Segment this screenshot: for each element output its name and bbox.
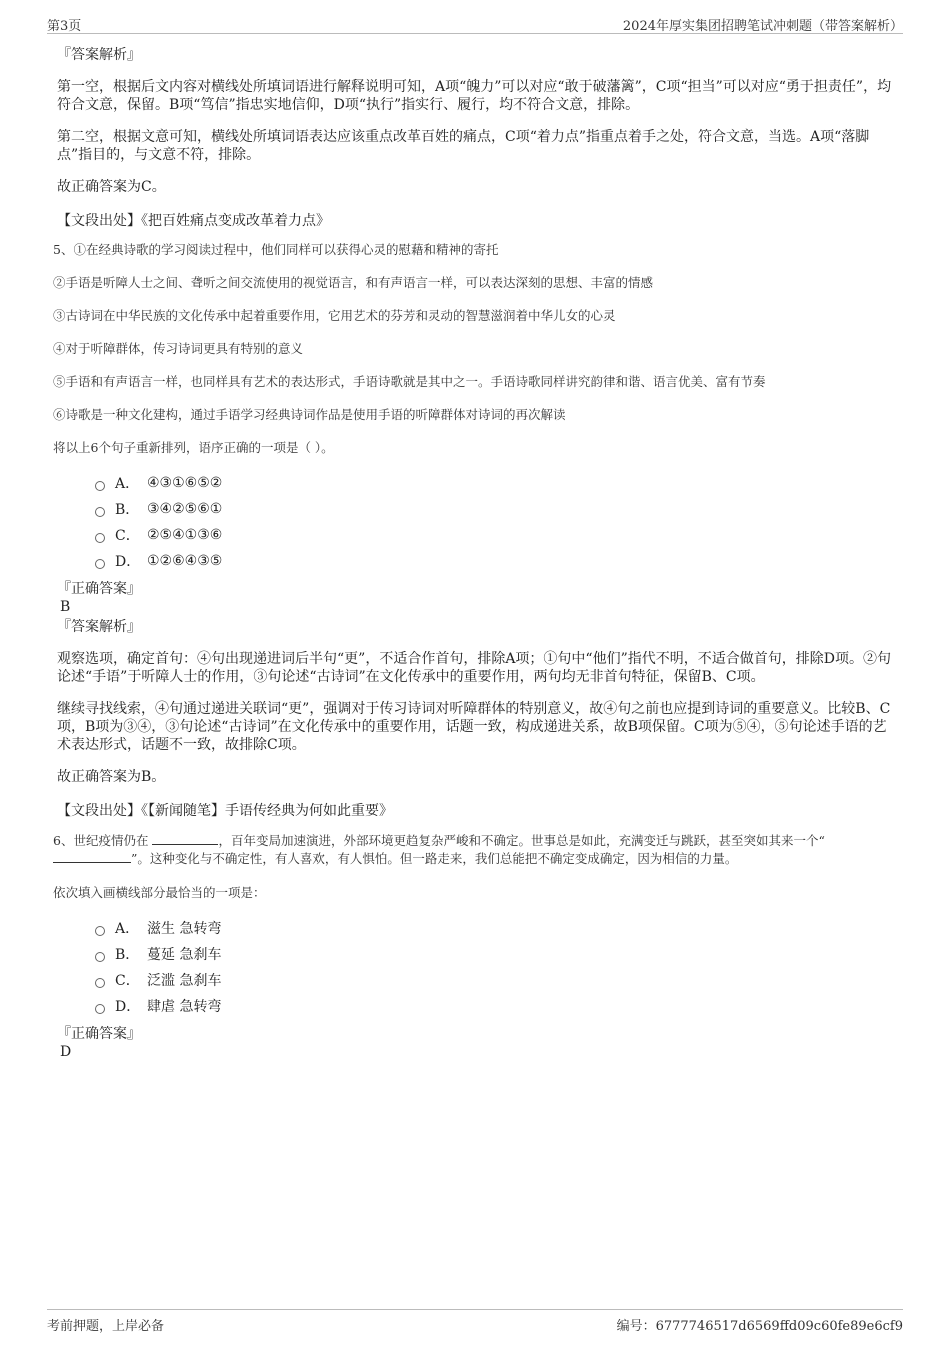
analysis-paragraph: 第二空，根据文意可知，横线处所填词语表达应该重点改革百姓的痛点，C项“着力点”指重点着手之处，符合文意，当选。A项“落脚点”指目的，与文意不符，排除。 [57, 129, 870, 163]
question-sentence: 5、①在经典诗歌的学习阅读过程中，他们同样可以获得心灵的慰藉和精神的寄托 [53, 242, 499, 257]
analysis-paragraph: 第一空，根据后文内容对横线处所填词语进行解释说明可知，A项“魄力”可以对应“敢于破藩篱”，C项“担当”可以对应“勇于担责任”，均符合文意，保留。B项“笃信”指忠实地信仰，D项“执行”指实行、履行，均不符合文意，排除。 [57, 79, 892, 113]
footer-slogan: 考前押题，上岸必备 [47, 1319, 165, 1334]
correct-answer: B [60, 599, 71, 615]
document-title: 2024年厚实集团招聘笔试冲刺题（带答案解析） [622, 19, 903, 34]
answer-options [95, 470, 893, 574]
option-b[interactable]: B． ③④②⑤⑥① [95, 496, 893, 522]
option-b[interactable]: B． 蔓延 急刹车 [95, 941, 893, 967]
page-number: 第3页 [47, 19, 82, 34]
radio-icon[interactable] [95, 952, 105, 962]
page-header [47, 13, 903, 34]
analysis-paragraph: 继续寻找线索，④句通过递进关联词“更”，强调对于传习诗词对听障群体的特别意义，故④句之前也应提到诗词的重要意义。比较B、C项，B项为③④，③句论述“古诗词”在文化传承中的重要作用，话题一致，构成递进关系，故B项保留。C项为⑤④，⑤句论述手语的艺术表达形式，话题不一致，故排除C项。 [57, 701, 891, 753]
option-c[interactable]: C． ②⑤④①③⑥ [95, 522, 893, 548]
radio-icon[interactable] [95, 1004, 105, 1014]
question-sentence: ③古诗词在中华民族的文化传承中起着重要作用，它用艺术的芬芳和灵动的智慧滋润着中华儿女的心灵 [53, 308, 616, 323]
option-d[interactable]: D． 肆虐 急转弯 [95, 993, 893, 1019]
fill-blank[interactable] [152, 832, 218, 845]
analysis-label: 『答案解析』 [57, 47, 141, 63]
correct-answer-label: 『正确答案』 [57, 1026, 141, 1042]
radio-icon[interactable] [95, 926, 105, 936]
option-a[interactable]: A． ④③①⑥⑤② [95, 470, 893, 496]
document-body [53, 46, 893, 1063]
radio-icon[interactable] [95, 481, 105, 491]
document-id: 编号：6777746517d6569ffd09c60fe89e6cf9 [616, 1319, 903, 1334]
radio-icon[interactable] [95, 507, 105, 517]
radio-icon[interactable] [95, 533, 105, 543]
option-d[interactable]: D． ①②⑥④③⑤ [95, 548, 893, 574]
question-sentence: ④对于听障群体，传习诗词更具有特别的意义 [53, 341, 304, 356]
radio-icon[interactable] [95, 978, 105, 988]
correct-answer: D [60, 1044, 72, 1060]
fill-blank[interactable] [53, 850, 131, 863]
analysis-paragraph: 观察选项，确定首句：④句出现递进词后半句“更”，不适合作首句，排除A项；①句中“他们”指代不明，不适合做首句，排除D项。②句论述“手语”于听障人士的作用，③句论述“古诗词”在文化传承中的重要作用，两句均无非首句特征，保留B、C项。 [57, 651, 891, 685]
analysis-conclusion: 故正确答案为C。 [57, 179, 166, 195]
question-sentence: ②手语是听障人士之间、聋听之间交流使用的视觉语言，和有声语言一样，可以表达深刻的思想、丰富的情感 [53, 275, 654, 290]
question-sentence: ⑤手语和有声语言一样，也同样具有艺术的表达形式，手语诗歌就是其中之一。手语诗歌同样讲究韵律和谐、语言优美、富有节奏 [53, 374, 766, 389]
question-stem: 6、世纪疫情仍在 ，百年变局加速演进，外部环境更趋复杂严峻和不确定。世事总是如此，充满变迁与跳跃，甚至突如其来一个“ ”。这种变化与不确定性，有人喜欢，有人惧怕。但一路走来，我们总能把不确定变成确定，因为相信的力量。 [53, 833, 825, 866]
option-a[interactable]: A． 滋生 急转弯 [95, 915, 893, 941]
analysis-label: 『答案解析』 [57, 619, 141, 635]
source-citation: 【文段出处】《把百姓痛点变成改革着力点》 [57, 213, 330, 229]
question-prompt: 将以上6个句子重新排列，语序正确的一项是（ ）。 [53, 440, 334, 455]
question-sentence: ⑥诗歌是一种文化建构，通过手语学习经典诗词作品是使用手语的听障群体对诗词的再次解读 [53, 407, 566, 422]
question-prompt: 依次填入画横线部分最恰当的一项是： [53, 885, 266, 900]
correct-answer-label: 『正确答案』 [57, 581, 141, 597]
option-c[interactable]: C． 泛滥 急刹车 [95, 967, 893, 993]
analysis-conclusion: 故正确答案为B。 [57, 769, 166, 785]
source-citation: 【文段出处】《【新闻随笔】手语传经典为何如此重要》 [57, 803, 393, 819]
answer-options [95, 915, 893, 1019]
radio-icon[interactable] [95, 559, 105, 569]
page-footer [47, 1309, 903, 1332]
